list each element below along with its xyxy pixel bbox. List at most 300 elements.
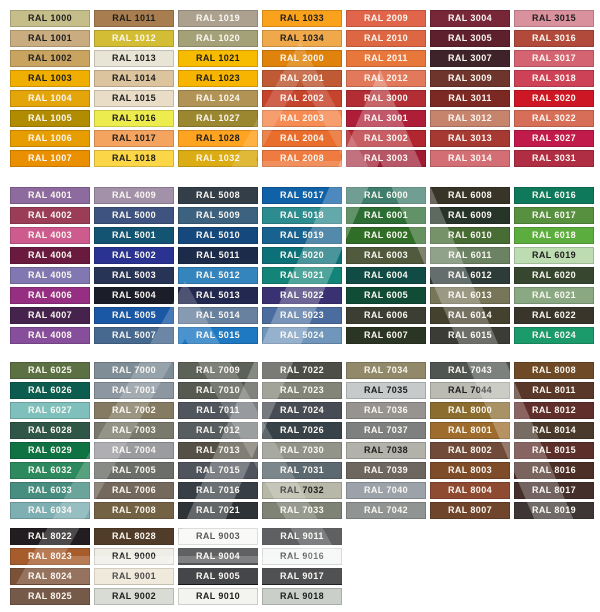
swatch-ral-8016 bbox=[514, 462, 594, 479]
swatch-label: RAL 8014 bbox=[531, 425, 577, 435]
swatch-label: RAL 6016 bbox=[531, 190, 577, 200]
swatch-label: RAL 8022 bbox=[27, 531, 73, 541]
swatch-label: RAL 7016 bbox=[195, 485, 241, 495]
swatch-label: RAL 3022 bbox=[531, 113, 577, 123]
swatch-ral-7003 bbox=[94, 422, 174, 439]
swatch-label: RAL 6004 bbox=[363, 270, 409, 280]
swatch-ral-7016 bbox=[178, 482, 258, 499]
swatch-ral-7010 bbox=[178, 382, 258, 399]
swatch-label: RAL 6017 bbox=[531, 210, 577, 220]
swatch-label: RAL 6015 bbox=[447, 330, 493, 340]
swatch-label: RAL 3017 bbox=[531, 53, 577, 63]
swatch-label: RAL 5014 bbox=[195, 310, 241, 320]
swatch-ral-1011 bbox=[94, 10, 174, 27]
swatch-block-2 bbox=[10, 187, 594, 344]
swatch-ral-1024 bbox=[178, 90, 258, 107]
swatch-ral-7006 bbox=[94, 482, 174, 499]
swatch-label: RAL 8011 bbox=[532, 385, 576, 395]
swatch-label: RAL 9017 bbox=[279, 571, 325, 581]
swatch-label: RAL 8002 bbox=[447, 445, 493, 455]
swatch-ral-5003 bbox=[94, 267, 174, 284]
swatch-label: RAL 6029 bbox=[27, 445, 73, 455]
swatch-ral-1017 bbox=[94, 130, 174, 147]
swatch-label: RAL 6002 bbox=[363, 230, 409, 240]
swatch-ral-1021 bbox=[178, 50, 258, 67]
swatch-ral-6022 bbox=[514, 307, 594, 324]
swatch-label: RAL 6001 bbox=[363, 210, 409, 220]
swatch-label: RAL 6032 bbox=[27, 465, 73, 475]
swatch-ral-4006 bbox=[10, 287, 90, 304]
swatch-ral-8007 bbox=[430, 502, 510, 519]
swatch-ral-4005 bbox=[10, 267, 90, 284]
swatch-ral-6033 bbox=[10, 482, 90, 499]
swatch-ral-2008 bbox=[262, 150, 342, 167]
swatch-ral-1032 bbox=[178, 150, 258, 167]
swatch-block-3 bbox=[10, 362, 594, 519]
swatch-ral-7008 bbox=[94, 502, 174, 519]
swatch-ral-2002 bbox=[262, 90, 342, 107]
swatch-label: RAL 6028 bbox=[27, 425, 73, 435]
swatch-label: RAL 7022 bbox=[279, 365, 325, 375]
swatch-ral-1034 bbox=[262, 30, 342, 47]
swatch-ral-3027 bbox=[514, 130, 594, 147]
swatch-ral-7040 bbox=[346, 482, 426, 499]
swatch-label: RAL 1003 bbox=[27, 73, 73, 83]
swatch-label: RAL 5012 bbox=[195, 270, 241, 280]
swatch-label: RAL 1034 bbox=[279, 33, 325, 43]
swatch-label: RAL 8017 bbox=[531, 485, 577, 495]
swatch-ral-8023 bbox=[10, 548, 90, 565]
swatch-ral-3016 bbox=[514, 30, 594, 47]
swatch-ral-1005 bbox=[10, 110, 90, 127]
swatch-label: RAL 7010 bbox=[195, 385, 241, 395]
swatch-ral-9003 bbox=[178, 528, 258, 545]
swatch-ral-4002 bbox=[10, 207, 90, 224]
swatch-ral-3009 bbox=[430, 70, 510, 87]
swatch-label: RAL 8000 bbox=[447, 405, 493, 415]
swatch-ral-4003 bbox=[10, 227, 90, 244]
swatch-label: RAL 5002 bbox=[111, 250, 157, 260]
swatch-label: RAL 7011 bbox=[196, 405, 240, 415]
swatch-label: RAL 1024 bbox=[195, 93, 241, 103]
swatch-label: RAL 7039 bbox=[363, 465, 409, 475]
swatch-label: RAL 9011 bbox=[280, 531, 324, 541]
swatch-ral-5001 bbox=[94, 227, 174, 244]
swatch-label: RAL 2011 bbox=[364, 53, 408, 63]
swatch-ral-4007 bbox=[10, 307, 90, 324]
swatch-ral-6005 bbox=[346, 287, 426, 304]
swatch-ral-7039 bbox=[346, 462, 426, 479]
swatch-label: RAL 9000 bbox=[111, 551, 157, 561]
swatch-ral-8011 bbox=[514, 382, 594, 399]
swatch-ral-3004 bbox=[430, 10, 510, 27]
swatch-label: RAL 1012 bbox=[111, 33, 157, 43]
swatch-label: RAL 5023 bbox=[279, 310, 325, 320]
swatch-ral-6029 bbox=[10, 442, 90, 459]
swatch-ral-7022 bbox=[262, 362, 342, 379]
swatch-ral-7015 bbox=[178, 462, 258, 479]
swatch-label: RAL 7002 bbox=[111, 405, 157, 415]
swatch-label: RAL 8012 bbox=[531, 405, 577, 415]
swatch-label: RAL 3009 bbox=[447, 73, 493, 83]
swatch-label: RAL 7033 bbox=[279, 505, 325, 515]
swatch-label: RAL 4002 bbox=[27, 210, 73, 220]
swatch-ral-1033 bbox=[262, 10, 342, 27]
swatch-ral-1014 bbox=[94, 70, 174, 87]
swatch-ral-5005 bbox=[94, 307, 174, 324]
swatch-label: RAL 7043 bbox=[447, 365, 493, 375]
swatch-ral-1002 bbox=[10, 50, 90, 67]
swatch-label: RAL 3003 bbox=[363, 153, 409, 163]
swatch-ral-8019 bbox=[514, 502, 594, 519]
swatch-ral-4001 bbox=[10, 187, 90, 204]
swatch-label: RAL 4005 bbox=[27, 270, 73, 280]
swatch-label: RAL 6005 bbox=[363, 290, 409, 300]
swatch-label: RAL 4009 bbox=[111, 190, 157, 200]
swatch-label: RAL 7004 bbox=[111, 445, 157, 455]
swatch-label: RAL 3001 bbox=[363, 113, 409, 123]
swatch-ral-1019 bbox=[178, 10, 258, 27]
swatch-ral-6002 bbox=[346, 227, 426, 244]
swatch-ral-5014 bbox=[178, 307, 258, 324]
swatch-label: RAL 7001 bbox=[111, 385, 157, 395]
swatch-ral-8008 bbox=[514, 362, 594, 379]
swatch-label: RAL 1033 bbox=[279, 13, 325, 23]
swatch-ral-7034 bbox=[346, 362, 426, 379]
swatch-label: RAL 6000 bbox=[363, 190, 409, 200]
swatch-ral-3011 bbox=[430, 90, 510, 107]
swatch-ral-6000 bbox=[346, 187, 426, 204]
swatch-ral-6014 bbox=[430, 307, 510, 324]
swatch-ral-5019 bbox=[262, 227, 342, 244]
swatch-label: RAL 8028 bbox=[111, 531, 157, 541]
swatch-label: RAL 2008 bbox=[279, 153, 325, 163]
swatch-ral-1007 bbox=[10, 150, 90, 167]
swatch-label: RAL 4003 bbox=[27, 230, 73, 240]
swatch-ral-6011 bbox=[430, 247, 510, 264]
swatch-ral-3000 bbox=[346, 90, 426, 107]
swatch-label: RAL 1021 bbox=[195, 53, 241, 63]
swatch-label: RAL 5011 bbox=[196, 250, 240, 260]
swatch-label: RAL 7005 bbox=[111, 465, 157, 475]
swatch-ral-1006 bbox=[10, 130, 90, 147]
swatch-ral-1012 bbox=[94, 30, 174, 47]
swatch-label: RAL 6021 bbox=[531, 290, 577, 300]
swatch-label: RAL 4008 bbox=[27, 330, 73, 340]
swatch-ral-9002 bbox=[94, 588, 174, 605]
swatch-ral-9005 bbox=[178, 568, 258, 585]
swatch-ral-8000 bbox=[430, 402, 510, 419]
swatch-block-1 bbox=[10, 10, 594, 167]
swatch-label: RAL 5004 bbox=[111, 290, 157, 300]
swatch-ral-6028 bbox=[10, 422, 90, 439]
swatch-label: RAL 1005 bbox=[27, 113, 73, 123]
swatch-label: RAL 3011 bbox=[448, 93, 492, 103]
swatch-label: RAL 3000 bbox=[363, 93, 409, 103]
swatch-ral-6021 bbox=[514, 287, 594, 304]
swatch-label: RAL 2003 bbox=[279, 113, 325, 123]
swatch-ral-3031 bbox=[514, 150, 594, 167]
swatch-label: RAL 1016 bbox=[111, 113, 157, 123]
swatch-label: RAL 7036 bbox=[363, 405, 409, 415]
swatch-ral-1020 bbox=[178, 30, 258, 47]
swatch-label: RAL 7035 bbox=[363, 385, 409, 395]
swatch-ral-6012 bbox=[430, 267, 510, 284]
swatch-label: RAL 2004 bbox=[279, 133, 325, 143]
swatch-ral-7026 bbox=[262, 422, 342, 439]
swatch-label: RAL 1006 bbox=[27, 133, 73, 143]
swatch-ral-5009 bbox=[178, 207, 258, 224]
swatch-label: RAL 7006 bbox=[111, 485, 157, 495]
swatch-label: RAL 3016 bbox=[531, 33, 577, 43]
swatch-label: RAL 8025 bbox=[27, 591, 73, 601]
swatch-ral-3007 bbox=[430, 50, 510, 67]
swatch-ral-9011 bbox=[262, 528, 342, 545]
swatch-label: RAL 3002 bbox=[363, 133, 409, 143]
swatch-label: RAL 2000 bbox=[279, 53, 325, 63]
swatch-ral-7013 bbox=[178, 442, 258, 459]
swatch-label: RAL 7042 bbox=[363, 505, 409, 515]
swatch-ral-4009 bbox=[94, 187, 174, 204]
swatch-label: RAL 8016 bbox=[531, 465, 577, 475]
swatch-label: RAL 9002 bbox=[111, 591, 157, 601]
swatch-label: RAL 4001 bbox=[27, 190, 73, 200]
swatch-label: RAL 1015 bbox=[111, 93, 157, 103]
swatch-ral-8012 bbox=[514, 402, 594, 419]
swatch-ral-8028 bbox=[94, 528, 174, 545]
swatch-ral-5010 bbox=[178, 227, 258, 244]
swatch-ral-1027 bbox=[178, 110, 258, 127]
swatch-label: RAL 5013 bbox=[195, 290, 241, 300]
swatch-label: RAL 3005 bbox=[447, 33, 493, 43]
swatch-ral-7005 bbox=[94, 462, 174, 479]
swatch-ral-7023 bbox=[262, 382, 342, 399]
swatch-ral-5017 bbox=[262, 187, 342, 204]
swatch-label: RAL 9001 bbox=[111, 571, 157, 581]
swatch-ral-3017 bbox=[514, 50, 594, 67]
swatch-ral-1000 bbox=[10, 10, 90, 27]
swatch-ral-2004 bbox=[262, 130, 342, 147]
swatch-ral-7021 bbox=[178, 502, 258, 519]
swatch-label: RAL 5009 bbox=[195, 210, 241, 220]
swatch-ral-7000 bbox=[94, 362, 174, 379]
swatch-ral-6027 bbox=[10, 402, 90, 419]
swatch-ral-7002 bbox=[94, 402, 174, 419]
swatch-label: RAL 1000 bbox=[27, 13, 73, 23]
swatch-label: RAL 7023 bbox=[279, 385, 325, 395]
swatch-label: RAL 6006 bbox=[363, 310, 409, 320]
swatch-ral-8001 bbox=[430, 422, 510, 439]
swatch-label: RAL 8024 bbox=[27, 571, 73, 581]
swatch-ral-7037 bbox=[346, 422, 426, 439]
swatch-label: RAL 1020 bbox=[195, 33, 241, 43]
swatch-label: RAL 8008 bbox=[531, 365, 577, 375]
swatch-label: RAL 1017 bbox=[111, 133, 157, 143]
swatch-label: RAL 7021 bbox=[195, 505, 241, 515]
swatch-label: RAL 5007 bbox=[111, 330, 157, 340]
swatch-ral-6018 bbox=[514, 227, 594, 244]
swatch-label: RAL 7031 bbox=[279, 465, 325, 475]
swatch-ral-9010 bbox=[178, 588, 258, 605]
swatch-label: RAL 6025 bbox=[27, 365, 73, 375]
swatch-label: RAL 1023 bbox=[195, 73, 241, 83]
swatch-ral-6019 bbox=[514, 247, 594, 264]
swatch-label: RAL 4006 bbox=[27, 290, 73, 300]
swatch-label: RAL 7003 bbox=[111, 425, 157, 435]
swatch-label: RAL 5019 bbox=[279, 230, 325, 240]
swatch-ral-7043 bbox=[430, 362, 510, 379]
swatch-ral-1001 bbox=[10, 30, 90, 47]
swatch-ral-5004 bbox=[94, 287, 174, 304]
swatch-ral-5000 bbox=[94, 207, 174, 224]
swatch-ral-8017 bbox=[514, 482, 594, 499]
swatch-ral-2010 bbox=[346, 30, 426, 47]
swatch-label: RAL 4007 bbox=[27, 310, 73, 320]
swatch-ral-7038 bbox=[346, 442, 426, 459]
swatch-label: RAL 5021 bbox=[279, 270, 325, 280]
swatch-label: RAL 6034 bbox=[27, 505, 73, 515]
swatch-label: RAL 1019 bbox=[195, 13, 241, 23]
swatch-ral-6009 bbox=[430, 207, 510, 224]
swatch-label: RAL 3015 bbox=[531, 13, 577, 23]
swatch-ral-5015 bbox=[178, 327, 258, 344]
swatch-ral-2009 bbox=[346, 10, 426, 27]
swatch-label: RAL 1027 bbox=[195, 113, 241, 123]
swatch-label: RAL 2010 bbox=[363, 33, 409, 43]
swatch-label: RAL 5005 bbox=[111, 310, 157, 320]
swatch-label: RAL 5003 bbox=[111, 270, 157, 280]
swatch-label: RAL 7037 bbox=[363, 425, 409, 435]
swatch-ral-6010 bbox=[430, 227, 510, 244]
swatch-ral-5024 bbox=[262, 327, 342, 344]
swatch-label: RAL 5008 bbox=[195, 190, 241, 200]
swatch-label: RAL 6020 bbox=[531, 270, 577, 280]
swatch-label: RAL 3014 bbox=[447, 153, 493, 163]
swatch-label: RAL 6007 bbox=[363, 330, 409, 340]
swatch-label: RAL 1004 bbox=[27, 93, 73, 103]
swatch-ral-5007 bbox=[94, 327, 174, 344]
swatch-label: RAL 1013 bbox=[111, 53, 157, 63]
swatch-label: RAL 6012 bbox=[447, 270, 493, 280]
swatch-ral-6024 bbox=[514, 327, 594, 344]
swatch-label: RAL 6011 bbox=[448, 250, 492, 260]
swatch-ral-6015 bbox=[430, 327, 510, 344]
swatch-ral-5002 bbox=[94, 247, 174, 264]
swatch-ral-9017 bbox=[262, 568, 342, 585]
swatch-label: RAL 4004 bbox=[27, 250, 73, 260]
swatch-label: RAL 7024 bbox=[279, 405, 325, 415]
swatch-ral-1028 bbox=[178, 130, 258, 147]
swatch-ral-1013 bbox=[94, 50, 174, 67]
swatch-ral-6032 bbox=[10, 462, 90, 479]
swatch-label: RAL 6013 bbox=[447, 290, 493, 300]
swatch-ral-7032 bbox=[262, 482, 342, 499]
swatch-label: RAL 6008 bbox=[447, 190, 493, 200]
swatch-ral-3013 bbox=[430, 130, 510, 147]
swatch-ral-5013 bbox=[178, 287, 258, 304]
swatch-ral-8014 bbox=[514, 422, 594, 439]
swatch-ral-5023 bbox=[262, 307, 342, 324]
swatch-label: RAL 7015 bbox=[195, 465, 241, 475]
swatch-label: RAL 6022 bbox=[531, 310, 577, 320]
swatch-label: RAL 8001 bbox=[447, 425, 493, 435]
swatch-label: RAL 3007 bbox=[447, 53, 493, 63]
swatch-label: RAL 9003 bbox=[195, 531, 241, 541]
swatch-ral-3018 bbox=[514, 70, 594, 87]
swatch-ral-5022 bbox=[262, 287, 342, 304]
swatch-ral-2011 bbox=[346, 50, 426, 67]
swatch-ral-7030 bbox=[262, 442, 342, 459]
swatch-label: RAL 3027 bbox=[531, 133, 577, 143]
swatch-label: RAL 5020 bbox=[279, 250, 325, 260]
swatch-label: RAL 8015 bbox=[531, 445, 577, 455]
swatch-label: RAL 1014 bbox=[111, 73, 157, 83]
swatch-ral-9000 bbox=[94, 548, 174, 565]
swatch-label: RAL 9010 bbox=[195, 591, 241, 601]
swatch-ral-7031 bbox=[262, 462, 342, 479]
swatch-label: RAL 5024 bbox=[279, 330, 325, 340]
swatch-ral-8015 bbox=[514, 442, 594, 459]
swatch-label: RAL 2012 bbox=[363, 73, 409, 83]
swatch-label: RAL 5018 bbox=[279, 210, 325, 220]
swatch-ral-1004 bbox=[10, 90, 90, 107]
swatch-label: RAL 6018 bbox=[531, 230, 577, 240]
swatch-label: RAL 6010 bbox=[447, 230, 493, 240]
swatch-label: RAL 1007 bbox=[27, 153, 73, 163]
swatch-label: RAL 7009 bbox=[195, 365, 241, 375]
swatch-ral-8022 bbox=[10, 528, 90, 545]
swatch-ral-1003 bbox=[10, 70, 90, 87]
swatch-label: RAL 3004 bbox=[447, 13, 493, 23]
swatch-label: RAL 6009 bbox=[447, 210, 493, 220]
swatch-ral-5011 bbox=[178, 247, 258, 264]
swatch-ral-7001 bbox=[94, 382, 174, 399]
swatch-label: RAL 2002 bbox=[279, 93, 325, 103]
swatch-label: RAL 7040 bbox=[363, 485, 409, 495]
swatch-label: RAL 7032 bbox=[279, 485, 325, 495]
swatch-ral-7035 bbox=[346, 382, 426, 399]
swatch-ral-7011 bbox=[178, 402, 258, 419]
swatch-ral-7042 bbox=[346, 502, 426, 519]
swatch-label: RAL 8019 bbox=[531, 505, 577, 515]
swatch-ral-1016 bbox=[94, 110, 174, 127]
swatch-ral-6004 bbox=[346, 267, 426, 284]
swatch-label: RAL 1011 bbox=[112, 13, 156, 23]
swatch-label: RAL 5017 bbox=[279, 190, 325, 200]
swatch-label: RAL 6019 bbox=[531, 250, 577, 260]
swatch-label: RAL 5000 bbox=[111, 210, 157, 220]
swatch-label: RAL 5022 bbox=[279, 290, 325, 300]
swatch-ral-9018 bbox=[262, 588, 342, 605]
swatch-label: RAL 9005 bbox=[195, 571, 241, 581]
swatch-label: RAL 7026 bbox=[279, 425, 325, 435]
swatch-label: RAL 1018 bbox=[111, 153, 157, 163]
swatch-ral-2003 bbox=[262, 110, 342, 127]
swatch-ral-6001 bbox=[346, 207, 426, 224]
swatch-label: RAL 6014 bbox=[447, 310, 493, 320]
swatch-ral-5020 bbox=[262, 247, 342, 264]
swatch-ral-6026 bbox=[10, 382, 90, 399]
swatch-label: RAL 9004 bbox=[195, 551, 241, 561]
swatch-ral-3015 bbox=[514, 10, 594, 27]
swatch-ral-3001 bbox=[346, 110, 426, 127]
swatch-label: RAL 6033 bbox=[27, 485, 73, 495]
swatch-ral-8004 bbox=[430, 482, 510, 499]
swatch-label: RAL 5001 bbox=[111, 230, 157, 240]
swatch-label: RAL 8023 bbox=[27, 551, 73, 561]
swatch-ral-4004 bbox=[10, 247, 90, 264]
swatch-label: RAL 3012 bbox=[447, 113, 493, 123]
